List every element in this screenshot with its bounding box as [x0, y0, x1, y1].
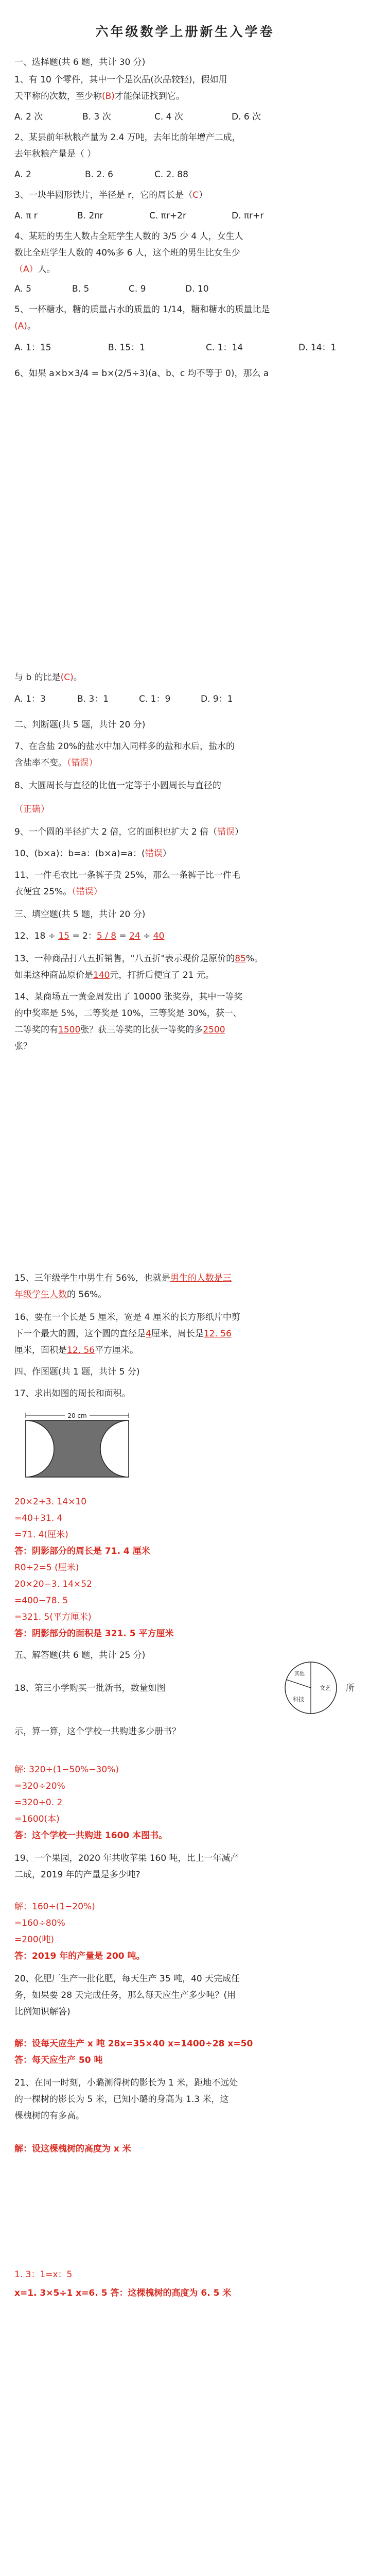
f13-answer-2: 140 [93, 970, 110, 980]
q3-option-a: A. π r [14, 211, 38, 221]
f15-answer-2: 年级学生人数 [14, 1290, 67, 1300]
q5-option-d: D. 14：1 [298, 343, 337, 353]
j7-answer: （错误） [67, 758, 98, 768]
q4-line2: 数比全班学生人数的 40%多 6 人，这个班的男生比女生少 [14, 248, 240, 258]
f14-line3: 二等奖的有1500张？获三等奖的比获一等奖的多2500 [14, 1025, 225, 1035]
j10-line: 10、(b×a)：b=a：(b×a)=a：(错误） [14, 849, 171, 859]
f16-line3: 厘米，面积是12. 56平方厘米。 [14, 1345, 139, 1355]
q4-option-b: B. 5 [72, 284, 90, 294]
j9-answer: 错误 [217, 827, 235, 837]
section-draw-heading: 四、作图题(共 1 题，共计 5 分) [14, 1367, 140, 1377]
q1-option-a: A. 2 次 [14, 112, 43, 122]
book-pie-chart [282, 1659, 340, 1717]
sol17-line-1: 20×2+3. 14×10 [14, 1497, 87, 1507]
f14-line4: 张？ [14, 1041, 32, 1052]
sol18-line-4: =1600(本) [14, 1814, 60, 1824]
q1-line1: 1、有 10 个零件，其中一个是次品(次品较轻)，假如用 [14, 75, 227, 85]
sol17-line-6: 20×20−3. 14×52 [14, 1579, 92, 1589]
f16-answer-2: 12. 56 [203, 1329, 232, 1339]
j8-answer: （正确） [14, 804, 49, 815]
dimension-label: 20 cm [67, 1412, 87, 1419]
sol19-line-2: =160÷80% [14, 1918, 65, 1928]
sol17-line-5: R0÷2=5 (厘米) [14, 1563, 79, 1573]
a20-line3: 比例知识解答) [14, 2007, 71, 2017]
sol18-line-5: 答：这个学校一共购进 1600 本图书。 [14, 1831, 168, 1841]
sol17-line-4: 答：阴影部分的周长是 71. 4 厘米 [14, 1546, 150, 1556]
q3-option-b: B. 2πr [77, 211, 103, 221]
a18-line2: 示，算一算，这个学校一共购进多少册书？ [14, 1726, 181, 1737]
sol18-line-2: =320÷20% [14, 1781, 65, 1791]
q1-option-d: D. 6 次 [232, 112, 261, 122]
f15-answer-1: 男生的人数是三 [170, 1273, 232, 1283]
q4-line1: 4、某班的男生人数占全班学生人数的 3/5 少 4 人，女生人 [14, 231, 243, 242]
section-choice-heading: 一、选择题(共 6 题，共计 30 分) [14, 57, 146, 67]
j11-line2: 衣便宜 25%。（错误） [14, 887, 102, 897]
q2-option-c: C. 2. 88 [154, 170, 188, 180]
q6-option-c: C. 1：9 [139, 694, 171, 704]
j7-line1: 7、在含盐 20%的盐水中加入同样多的盐和水后，盐水的 [14, 741, 235, 752]
q5-line2: (A)。 [14, 321, 36, 331]
f13-line1: 13、一种商品打八五折销售，"八五折"表示现价是原价的85%。 [14, 954, 263, 964]
f14-answer-2: 2500 [203, 1025, 225, 1035]
j10-answer: 错误 [145, 849, 163, 859]
f16-line1: 16、要在一个长是 5 厘米，宽是 4 厘米的长方形纸片中剪 [14, 1312, 240, 1323]
d17-line: 17、求出如图的周长和面积。 [14, 1388, 131, 1399]
section-fill-heading: 三、填空题(共 5 题，共计 20 分) [14, 909, 146, 920]
q5-option-c: C. 1：14 [206, 343, 243, 353]
sol21-line-3: x=1. 3×5÷1 x=6. 5 答：这棵槐树的高度为 6. 5 米 [14, 2288, 232, 2298]
f12-answer-2: 5 / 8 [96, 931, 117, 941]
q2-line2: 去年秋粮产量是（ ） [14, 149, 96, 159]
a21-line3: 棵槐树的有多高。 [14, 2111, 84, 2121]
a18-line1-tail: 所 [346, 1683, 355, 1693]
j8-line1: 8、大圆周长与直径的比值一定等于小圆周长与直径的 [14, 781, 221, 791]
q6-line1: 6、如果 a×b×3/4 = b×(2/5÷3)(a、b、c 均不等于 0)，那么 a [14, 368, 269, 379]
sol17-line-3: =71. 4(厘米) [14, 1530, 68, 1540]
sol20-line-1: 解：设每天应生产 x 吨 28x=35×40 x=1400÷28 x=50 [14, 2039, 253, 2049]
f14-line1: 14、某商场五一黄金周发出了 10000 张奖券，其中一等奖 [14, 992, 243, 1002]
page-title: 六年级数学上册新生入学卷 [95, 24, 275, 39]
sol19-line-1: 解：160÷(1−20%) [14, 1902, 95, 1912]
q5-option-b: B. 15：1 [108, 343, 145, 353]
a21-line1: 21、在同一时刻，小璐测得树的影长为 1 米，距地不远处 [14, 2078, 238, 2088]
q6-option-a: A. 1：3 [14, 694, 46, 704]
q5-answer: (A) [14, 321, 27, 331]
q3-line1: 3、一块半圆形铁片，半径是 r，它的周长是（C） [14, 190, 208, 200]
pie-label-1: 文艺 [320, 1685, 331, 1691]
a21-line2: 的一棵树的影长为 5 米，已知小璐的身高为 1.3 米，这 [14, 2094, 229, 2105]
j11-answer: （错误） [72, 887, 102, 897]
f12-answer-4: 40 [153, 931, 165, 941]
q5-line1: 5、一杯糖水，糖的质量占水的质量的 1/14，糖和糖水的质量比是 [14, 304, 270, 315]
j7-line2: 含盐率不变。（错误） [14, 758, 98, 768]
sol19-line-3: =200(吨) [14, 1935, 54, 1945]
j11-line1: 11、一件毛衣比一条裤子贵 25%，那么一条裤子比一件毛 [14, 870, 240, 880]
section-answer-heading: 五、解答题(共 6 题，共计 25 分) [14, 1650, 146, 1660]
sol17-line-9: 答：阴影部分的面积是 321. 5 平方厘米 [14, 1629, 174, 1639]
a18-line1: 18、第三小学购买一批新书，数量如图 [14, 1683, 166, 1693]
sol18-line-1: 解: 320÷(1−50%−30%) [14, 1765, 119, 1775]
q4-line3: （A）人。 [14, 264, 56, 275]
sol21-line-2: 1. 3：1=x：5 [14, 2269, 73, 2280]
sol17-line-7: =400−78. 5 [14, 1596, 68, 1606]
q3-option-d: D. πr+r [232, 211, 264, 221]
a19-line2: 二成，2019 年的产量是多少吨? [14, 1870, 140, 1880]
q1-option-b: B. 3 次 [82, 112, 111, 122]
a19-line1: 19、一个果园，2020 年共收苹果 160 吨，比上一年减产 [14, 1853, 239, 1863]
f14-answer-1: 1500 [58, 1025, 81, 1035]
f16-answer-3: 12. 56 [67, 1345, 95, 1355]
q6-option-b: B. 3：1 [77, 694, 109, 704]
q4-answer: （A） [14, 264, 38, 275]
sol20-line-2: 答：每天应生产 50 吨 [14, 2055, 103, 2065]
f14-line2: 的中奖率是 5%，二等奖是 10%，三等奖是 30%，获一、 [14, 1008, 242, 1019]
q4-option-a: A. 5 [14, 284, 31, 294]
f15-line1: 15、三年级学生中男生有 56%，也就是男生的人数是三 [14, 1273, 232, 1283]
f12-line: 12、18 ÷ 15 = 2：5 / 8 = 24 ÷ 40 [14, 931, 165, 941]
q2-option-a: A. 2 [14, 170, 31, 180]
sol21-line-1: 解：设这棵槐树的高度为 x 米 [14, 2144, 131, 2154]
sol18-line-3: =320÷0. 2 [14, 1798, 63, 1808]
q6-answer: (C) [60, 672, 74, 683]
q4-option-c: C. 9 [129, 284, 146, 294]
q1-line2: 天平称的次数，至少称(B)才能保证找到它。 [14, 91, 185, 101]
j9-line: 9、一个圆的半径扩大 2 倍，它的面积也扩大 2 倍（错误） [14, 827, 244, 837]
f16-line2: 下一个最大的圆，这个圆的直径是4厘米，周长是12. 56 [14, 1329, 232, 1339]
f12-answer-1: 15 [58, 931, 69, 941]
section-judge-heading: 二、判断题(共 5 题，共计 20 分) [14, 720, 146, 730]
q2-option-b: B. 2. 6 [85, 170, 113, 180]
q6-line2: 与 b 的比是(C)。 [14, 672, 82, 683]
shaded-square-figure [15, 1409, 144, 1486]
sol17-line-8: =321. 5(平方厘米) [14, 1612, 92, 1622]
q5-option-a: A. 1：15 [14, 343, 51, 353]
q1-option-c: C. 4 次 [154, 112, 183, 122]
pie-label-3: 其他 [294, 1671, 305, 1677]
f16-answer-1: 4 [146, 1329, 151, 1339]
f13-line2: 如果这种商品原价是140元，打折后便宜了 21 元。 [14, 970, 214, 980]
q3-option-c: C. πr+2r [149, 211, 186, 221]
q1-answer: (B) [102, 91, 115, 101]
q3-answer: C [192, 190, 199, 200]
a20-line2: 务，如果要 28 天完成任务，那么每天应生产多少吨？(用 [14, 1990, 236, 2001]
q2-line1: 2、某县前年秋粮产量为 2.4 万吨，去年比前年增产二成， [14, 132, 241, 143]
q4-option-d: D. 10 [185, 284, 209, 294]
pie-label-2: 科技 [293, 1696, 304, 1703]
a20-line1: 20、化肥厂生产一批化肥，每天生产 35 吨，40 天完成任 [14, 1974, 240, 1984]
sol19-line-4: 答：2019 年的产量是 200 吨。 [14, 1951, 145, 1961]
sol17-line-2: =40+31. 4 [14, 1513, 63, 1523]
q6-option-d: D. 9：1 [201, 694, 233, 704]
f13-answer-1: 85 [235, 954, 246, 964]
f12-answer-3: 24 [129, 931, 140, 941]
f15-line2: 年级学生人数的 56%。 [14, 1290, 107, 1300]
